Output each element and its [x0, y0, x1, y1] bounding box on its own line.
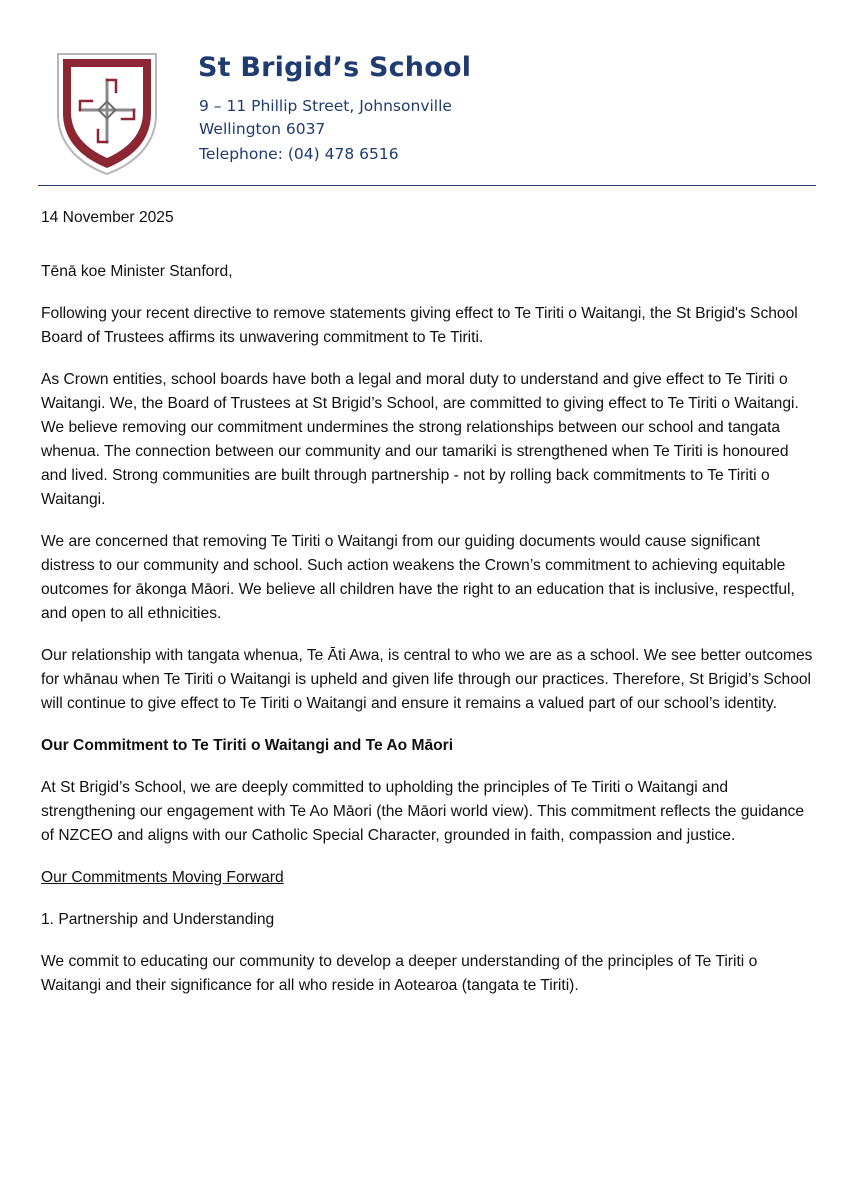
paragraph-2: As Crown entities, school boards have both a legal and moral duty to understand and give effect to Te Tiriti o Waitangi. We, the Board of Trustees at St Brigid’s School, are committed to giving effect to Te Tiriti o Waitangi. We believe removing our commitment undermines the strong relationships between our school and tangata whenua. The connection between our community and our tamariki is strengthened when Te Tiriti is honoured and lived. Strong communities are built through partnership - not by rolling back commitments to Te Tiriti o Waitangi. [41, 371, 799, 508]
salutation: Tēnā koe Minister Stanford, [41, 263, 233, 280]
school-address-line2: Wellington 6037 [199, 120, 326, 138]
paragraph-1: Following your recent directive to remove statements giving effect to Te Tiriti o Waitangi, the St Brigid's School Board of Trustees affirms its unwavering commitment to Te Tiriti. [41, 305, 798, 346]
commitment-1-title: 1. Partnership and Understanding [41, 911, 275, 928]
paragraph-4: Our relationship with tangata whenua, Te Āti Awa, is central to who we are as a school. We see better outcomes for whānau when Te Tiriti o Waitangi is upheld and given life through our practices. Therefore, St Brigid’s School will continue to give effect to Te Tiriti o Waitangi and ensure it remains a valued part of our school’s identity. [41, 647, 813, 712]
school-crest-icon [56, 52, 158, 176]
paragraph-3: We are concerned that removing Te Tiriti o Waitangi from our guiding documents would cause significant distress to our community and school. Such action weakens the Crown’s commitment to achieving equitable outcomes for ākonga Māori. We believe all children have the right to an education that is inclusive, respectful, and open to all ethnicities. [41, 533, 795, 622]
commitment-1-text: We commit to educating our community to develop a deeper understanding of the principles of Te Tiriti o Waitangi and their significance for all who reside in Aotearoa (tangata te Tiriti). [41, 953, 758, 994]
letterhead [38, 44, 816, 189]
school-address-line1: 9 – 11 Phillip Street, Johnsonville [199, 97, 452, 115]
letterhead-divider [38, 185, 816, 186]
school-telephone: Telephone: (04) 478 6516 [199, 145, 399, 163]
section-heading: Our Commitment to Te Tiriti o Waitangi and Te Ao Māori [41, 737, 454, 754]
letter-body [41, 206, 816, 1016]
school-name: St Brigid’s School [198, 52, 472, 83]
commitments-subheading: Our Commitments Moving Forward [41, 869, 284, 886]
section-paragraph: At St Brigid’s School, we are deeply committed to upholding the principles of Te Tiriti o Waitangi and strengthening our engagement with Te Ao Māori (the Māori world view). This commitment reflects the guidance of NZCEO and aligns with our Catholic Special Character, grounded in faith, compassion and justice. [41, 779, 805, 844]
letter-date: 14 November 2025 [41, 209, 174, 226]
